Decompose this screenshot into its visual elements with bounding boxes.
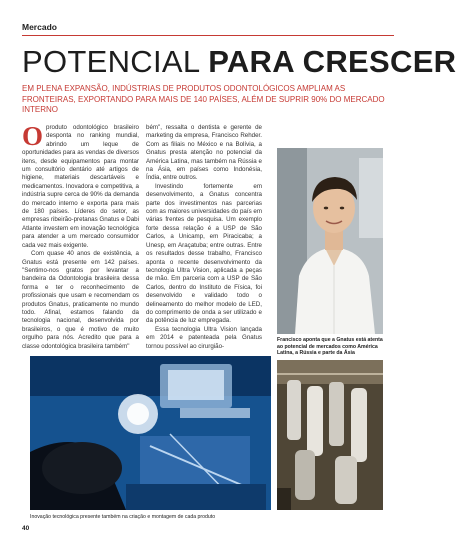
paragraph	[22, 121, 139, 250]
page-number: 40	[22, 525, 30, 532]
section-label: Mercado	[22, 22, 57, 32]
lab-caption: Inovação tecnológica presente também na criação e montagem de cada produto	[30, 514, 216, 520]
paragraph: Investindo fortemente em desenvolvimento, a Gnatus concentra parte dos investimentos nas parcerias com as maiores universidades do país em várias frentes de pesquisa. Um exemplo forte dessa relação é a USP de São Carlos, a Unicamp, em Piracicaba; a Unesp, em Araçatuba; entre outras. Entre os resultados desse trabalho, Francisco aponta o recente desenvolvimento da tecnologia Ultra Vision, aplicada a peças de mão. Em parceria com a USP de São Carlos, dentro do Instituto de Física, foi desenvolvido e validado todo o delineamento do melhor modelo de LED, do comprimento de onda a ser utilizado e da potência de luz empregada.	[146, 182, 262, 325]
portrait-photo	[277, 148, 383, 334]
paragraph: bém", ressalta o dentista e gerente de marketing da empresa, Francisco Rehder. Com as filiais no México e na Bolívia, a Gnatus presta atenção no potencial da América Latina, mas também na Rússia e na Ásia, em países como Indonésia, Índia, entre outros.	[146, 124, 262, 182]
paragraph: Com quase 40 anos de existência, a Gnatus está presente em 142 países. "Sentimo-nos gratos por levantar a bandeira da Odontologia brasileira dessa forma e ter o reconhecimento de profissionais que usam e recomendam os produtos Gnatus, praticamente no mundo todo. Afinal, estamos falando da tecnologia nacional, desenvolvida por brasileiros, o que é motivo de muito orgulho para nós. Acredito que para a classe odontológica brasileira também"	[22, 250, 139, 350]
article-column-1	[22, 121, 139, 350]
portrait-caption: Francisco aponta que a Gnatus está atenta ao potencial de mercados como América Latina, a Rússia e parte da Ásia	[277, 337, 383, 357]
factory-photo	[277, 360, 383, 510]
lab-photo	[30, 356, 271, 510]
headline	[22, 45, 456, 79]
headline-light: POTENCIAL	[22, 44, 200, 79]
drop-cap: O	[22, 121, 44, 151]
section-rule	[22, 35, 394, 36]
paragraph-text: produto odontológico brasileiro desponta no ranking mundial, abrindo um leque de oportunidades para as vendas de diversos itens, desde equipamentos para montar um consultório dentário até artigos de higiene, materiais descartáveis e medicamentos. Inovadora e competitiva, a indústria supre cerca de 90% da demanda do mercado interno e exporta para mais de 180 países. Líderes do setor, as empresas ribeirão-pretanas Gnatus e Dabi Atlante investem em inovação tecnológica para atender a um mercado consumidor cada vez mais exigente.	[22, 124, 139, 249]
headline-bold: PARA CRESCER	[208, 44, 456, 79]
dek: EM PLENA EXPANSÃO, INDÚSTRIAS DE PRODUTOS ODONTOLÓGICOS AMPLIAM AS FRONTEIRAS, EXPORTANDO PARA MAIS DE 140 PAÍSES, ALÉM DE SUPRIR 90% DO MERCADO INTERNO	[22, 84, 385, 114]
paragraph: Essa tecnologia Ultra Vision lançada em 2014 e patenteada pela Gnatus tornou possível ao cirurgião-	[146, 325, 262, 350]
